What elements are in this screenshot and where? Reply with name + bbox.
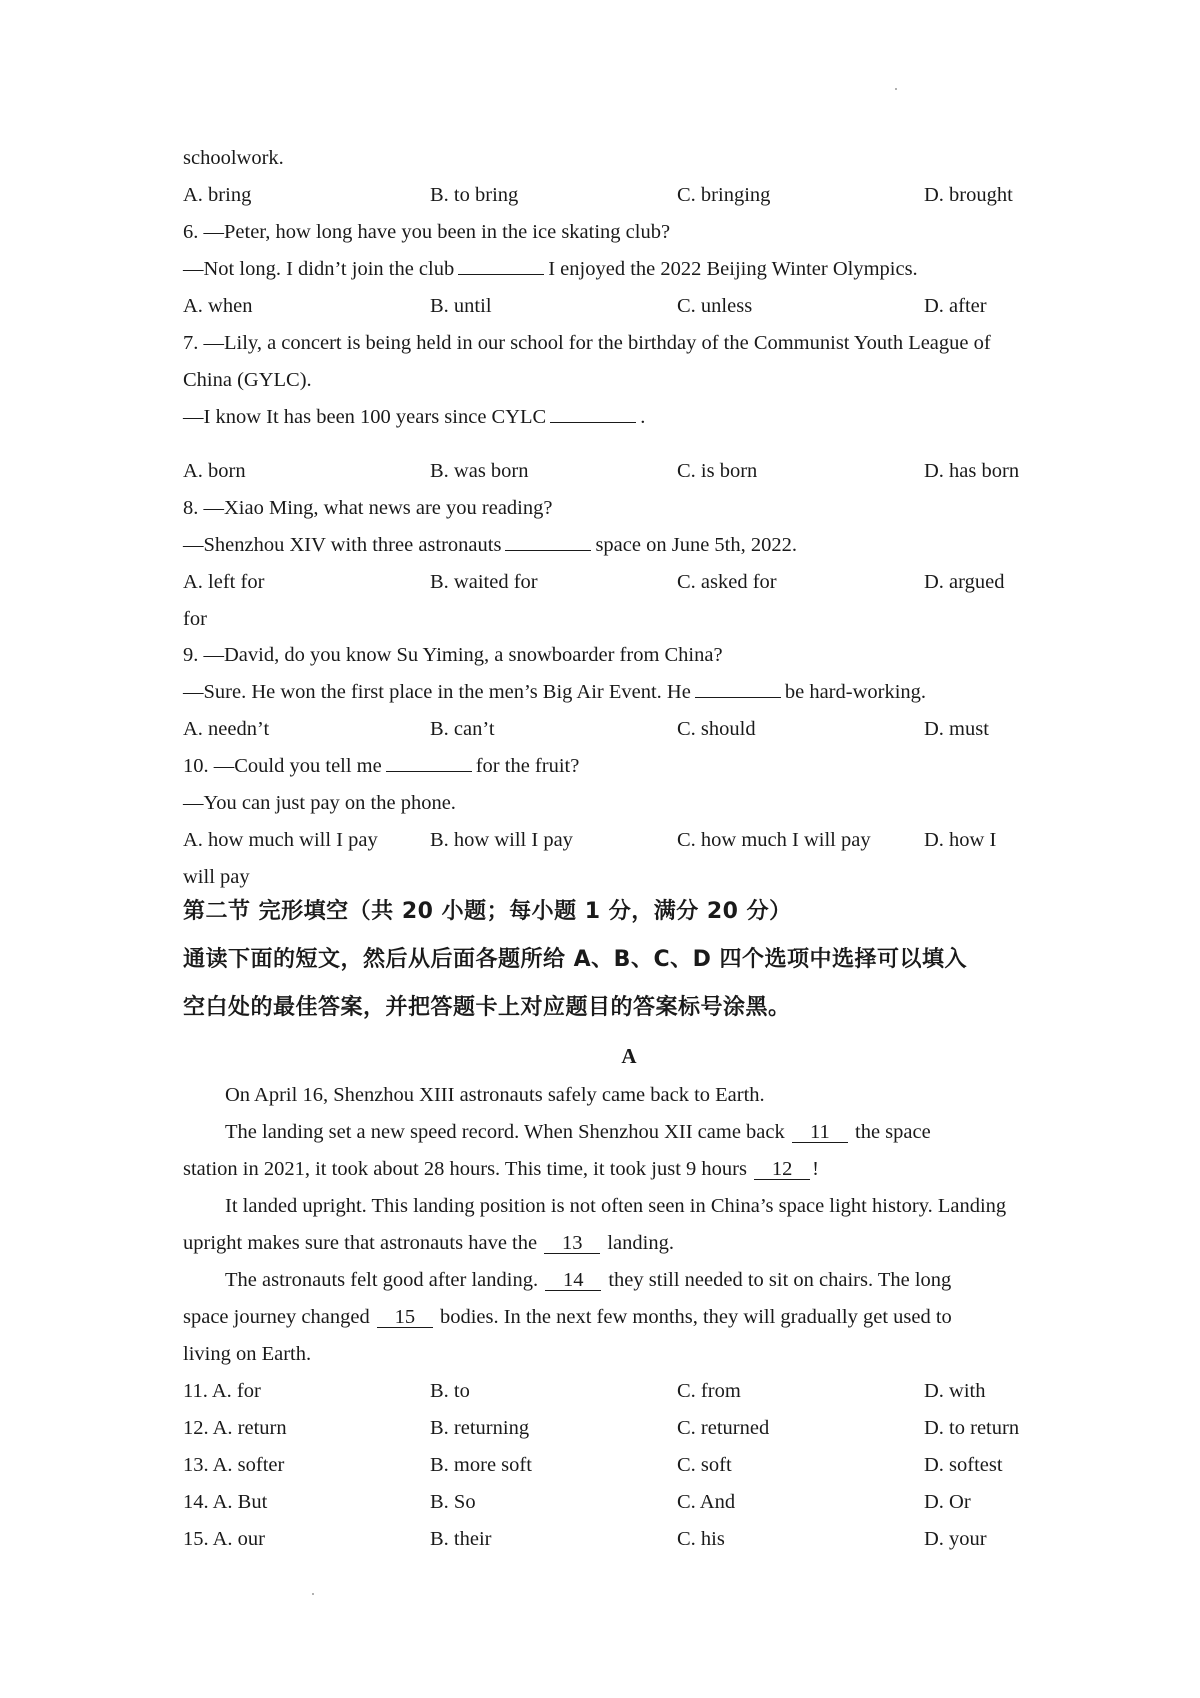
passage-p3-b: upright makes sure that astronauts have the [183, 1232, 538, 1254]
passage-p4-c: space journey changed [183, 1306, 370, 1328]
q8-answer-line [183, 532, 797, 558]
q10-option-a: A. how much will I pay [183, 829, 378, 851]
q6-option-b: B. until [430, 295, 492, 317]
passage-p3-line1: It landed upright. This landing position is not often seen in China’s space light history. Landing [225, 1195, 1007, 1217]
q10-answer: —You can just pay on the phone. [183, 792, 456, 814]
cloze-11-option-d: D. with [924, 1380, 986, 1402]
passage-p3-line2 [183, 1230, 674, 1256]
passage-p4-line2 [183, 1304, 952, 1330]
q5-option-d: D. brought [924, 184, 1013, 206]
scan-speck [312, 1593, 314, 1595]
cloze-blank-14: 14 [545, 1270, 601, 1291]
cloze-blank-13: 13 [544, 1233, 600, 1254]
q9-option-c: C. should [677, 718, 756, 740]
q10-stem-before: 10. —Could you tell me [183, 755, 382, 777]
cloze-12-option-c: C. returned [677, 1417, 770, 1439]
passage-p2-d: ! [812, 1158, 819, 1180]
q6-answer-after: I enjoyed the 2022 Beijing Winter Olympics. [548, 258, 918, 280]
cloze-13-option-c: C. soft [677, 1454, 732, 1476]
q8-answer-before: —Shenzhou XIV with three astronauts [183, 534, 502, 556]
q9-blank [695, 679, 781, 698]
cloze-13-option-d: D. softest [924, 1454, 1003, 1476]
q6-option-d: D. after [924, 295, 987, 317]
section2-instruction-line1: 通读下面的短文，然后从后面各题所给 A、B、C、D 四个选项中选择可以填入 [183, 947, 968, 972]
q5-tail: schoolwork. [183, 147, 284, 169]
cloze-blank-12: 12 [754, 1159, 810, 1180]
cloze-14-option-d: D. Or [924, 1491, 971, 1513]
passage-p2-line1 [225, 1119, 931, 1145]
cloze-15-option-b: B. their [430, 1528, 492, 1550]
passage-p4-a: The astronauts felt good after landing. [225, 1269, 539, 1291]
q7-stem-line1: 7. —Lily, a concert is being held in our school for the birthday of the Communist Youth League of [183, 332, 991, 354]
q7-option-a: A. born [183, 460, 246, 482]
q8-option-d-wrap: for [183, 608, 207, 630]
q9-answer-before: —Sure. He won the first place in the men’s Big Air Event. He [183, 681, 691, 703]
cloze-14-option-a: 14. A. But [183, 1491, 268, 1513]
q9-option-d: D. must [924, 718, 989, 740]
passage-p2-b: the space [855, 1121, 931, 1143]
q10-stem-line [183, 753, 579, 779]
section2-heading: 第二节 完形填空（共 20 小题；每小题 1 分，满分 20 分） [183, 899, 792, 924]
cloze-12-option-a: 12. A. return [183, 1417, 287, 1439]
passage-p4-b: they still needed to sit on chairs. The long [608, 1269, 952, 1291]
passage-p2-line2 [183, 1156, 819, 1182]
cloze-11-option-c: C. from [677, 1380, 741, 1402]
cloze-blank-11: 11 [792, 1122, 848, 1143]
passage-title: A [621, 1044, 637, 1068]
q10-option-b: B. how will I pay [430, 829, 573, 851]
cloze-14-option-b: B. So [430, 1491, 476, 1513]
passage-p3-c: landing. [607, 1232, 674, 1254]
q7-answer-before: —I know It has been 100 years since CYLC [183, 406, 547, 428]
q9-answer-after: be hard-working. [784, 681, 927, 703]
cloze-11-option-a: 11. A. for [183, 1380, 261, 1402]
q7-answer-line [183, 404, 645, 430]
cloze-15-option-c: C. his [677, 1528, 725, 1550]
q10-stem-after: for the fruit? [475, 755, 580, 777]
q10-blank [386, 753, 472, 772]
q8-answer-after: space on June 5th, 2022. [595, 534, 797, 556]
q6-option-a: A. when [183, 295, 253, 317]
q7-blank [550, 404, 636, 423]
q10-option-d-wrap: will pay [183, 866, 250, 888]
q8-option-a: A. left for [183, 571, 265, 593]
q8-option-d: D. argued [924, 571, 1005, 593]
passage-p4-line3: living on Earth. [183, 1343, 312, 1365]
cloze-13-option-b: B. more soft [430, 1454, 532, 1476]
q6-answer-line [183, 256, 918, 282]
passage-p2-a: The landing set a new speed record. When Shenzhou XII came back [225, 1121, 785, 1143]
passage-p2-c: station in 2021, it took about 28 hours. This time, it took just 9 hours [183, 1158, 747, 1180]
cloze-15-option-d: D. your [924, 1528, 987, 1550]
cloze-14-option-c: C. And [677, 1491, 736, 1513]
q5-option-a: A. bring [183, 184, 252, 206]
q8-blank [505, 532, 591, 551]
cloze-15-option-a: 15. A. our [183, 1528, 265, 1550]
cloze-blank-15: 15 [377, 1307, 433, 1328]
q7-option-d: D. has born [924, 460, 1020, 482]
q7-stem-line2: China (GYLC). [183, 369, 312, 391]
cloze-12-option-d: D. to return [924, 1417, 1020, 1439]
q7-option-b: B. was born [430, 460, 529, 482]
q6-stem: 6. —Peter, how long have you been in the ice skating club? [183, 221, 671, 243]
q7-option-c: C. is born [677, 460, 758, 482]
q9-answer-line [183, 679, 926, 705]
q8-option-c: C. asked for [677, 571, 777, 593]
q8-option-b: B. waited for [430, 571, 538, 593]
q10-option-d: D. how I [924, 829, 997, 851]
q9-option-b: B. can’t [430, 718, 495, 740]
scan-speck [895, 88, 897, 90]
passage-p4-d: bodies. In the next few months, they will gradually get used to [439, 1306, 952, 1328]
q9-option-a: A. needn’t [183, 718, 270, 740]
cloze-11-option-b: B. to [430, 1380, 470, 1402]
section2-instruction-line2: 空白处的最佳答案，并把答题卡上对应题目的答案标号涂黑。 [183, 995, 791, 1020]
q9-stem: 9. —David, do you know Su Yiming, a snowboarder from China? [183, 644, 723, 666]
passage-p1: On April 16, Shenzhou XIII astronauts safely came back to Earth. [225, 1084, 765, 1106]
cloze-12-option-b: B. returning [430, 1417, 530, 1439]
cloze-13-option-a: 13. A. softer [183, 1454, 285, 1476]
q8-stem: 8. —Xiao Ming, what news are you reading? [183, 497, 553, 519]
q6-answer-before: —Not long. I didn’t join the club [183, 258, 455, 280]
q10-option-c: C. how much I will pay [677, 829, 871, 851]
q6-blank [458, 256, 544, 275]
q5-option-b: B. to bring [430, 184, 519, 206]
passage-p4-line1 [225, 1267, 951, 1293]
q7-answer-after: . [640, 406, 646, 428]
q5-option-c: C. bringing [677, 184, 771, 206]
q6-option-c: C. unless [677, 295, 753, 317]
